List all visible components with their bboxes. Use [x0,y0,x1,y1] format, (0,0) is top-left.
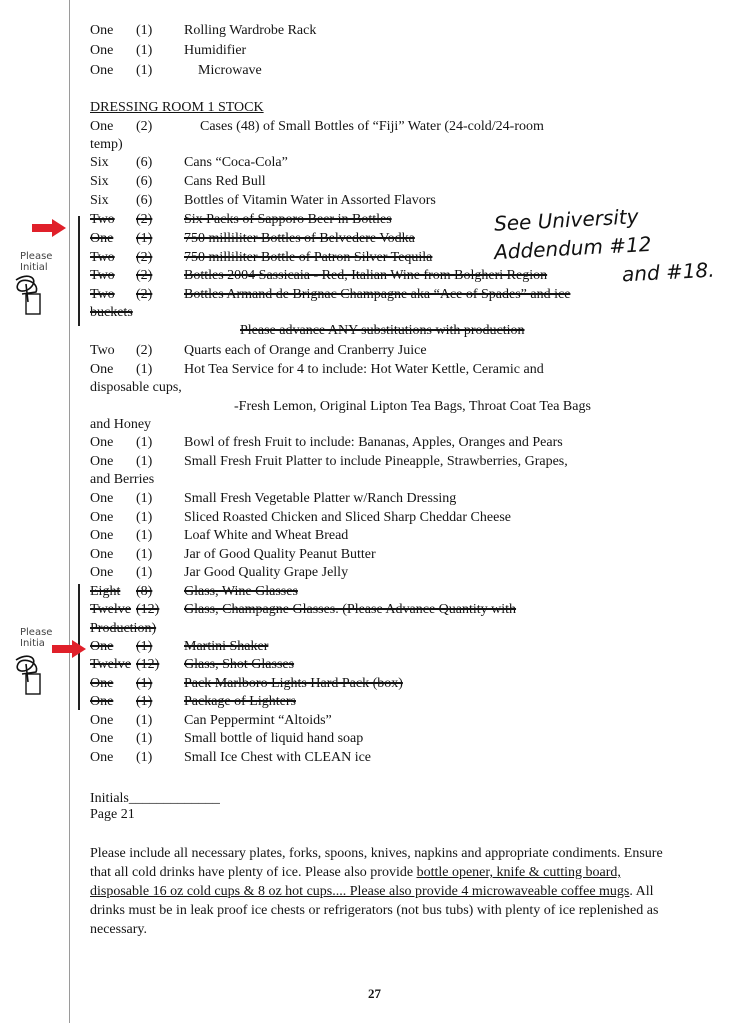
list-item: Two (2) Quarts each of Orange and Cranberry Juice [90,343,427,358]
list-item: One (1) Sliced Roasted Chicken and Sliced Sharp Cheddar Cheese [90,510,511,525]
handwritten-note: and #18. [621,257,716,287]
margin-rule [69,0,70,1023]
list-item: One (1) Jar of Good Quality Peanut Butter [90,547,376,562]
list-item: One (1) Microwave [90,63,262,78]
struck-item: One (1) Martini Shaker [90,639,269,654]
struck-item-continuation: Production) [90,621,157,636]
struck-item: One (1) 750 milliliter Bottles of Belvedere Vodka [90,231,415,246]
page-label: Page 21 [90,807,135,822]
red-arrow-icon [32,219,66,237]
list-item: One (1) Hot Tea Service for 4 to include: Hot Water Kettle, Ceramic and [90,362,544,377]
struck-item: Two (2) Bottles 2004 Sassicaia - Red, Italian Wine from Bolgheri Region [90,268,548,283]
list-item: One (1) Jar Good Quality Grape Jelly [90,565,349,580]
initial-signature-icon [8,652,48,698]
list-item: Six (6) Cans “Coca-Cola” [90,155,288,170]
initials-field: Initials_____________ [90,791,220,806]
list-item-continuation: and Berries [90,472,155,487]
struck-item: Eight (8) Glass, Wine Glasses [90,584,298,599]
list-item-continuation: and Honey [90,417,152,432]
struck-item: One (1) Package of Lighters [90,694,296,709]
list-item: Six (6) Cans Red Bull [90,174,266,189]
struck-item: Twelve (12) Glass, Shot Glasses [90,657,295,672]
struck-item: One (1) Pack Marlboro Lights Hard Pack (box) [90,676,403,691]
list-item: One (1) Bowl of fresh Fruit to include: Bananas, Apples, Oranges and Pears [90,435,563,450]
list-item-extra: -Fresh Lemon, Original Lipton Tea Bags, Throat Coat Tea Bags [234,399,591,414]
struck-item: Two (2) Bottles Armand de Brignac Champagne aka “Ace of Spades” and ice [90,287,571,302]
list-item: One (1) Rolling Wardrobe Rack [90,23,317,38]
list-item: One (1) Humidifier [90,43,247,58]
page-number: 27 [368,986,381,1001]
struck-item: Two (2) 750 milliliter Bottle of Patron Silver Tequila [90,250,433,265]
struck-item: Two (2) Six Packs of Sapporo Beer in Bottles [90,212,392,227]
list-item: One (1) Small Ice Chest with CLEAN ice [90,750,372,765]
struck-note: Please advance ANY substitutions with production [240,323,525,338]
list-item: Six (6) Bottles of Vitamin Water in Assorted Flavors [90,193,436,208]
section-title: DRESSING ROOM 1 STOCK [90,100,264,115]
initial-signature-icon [8,272,48,318]
handwritten-note: See University [493,204,640,236]
red-arrow-icon [52,640,86,658]
handwritten-note: Addendum #12 [493,231,653,265]
struck-item-continuation: buckets [90,305,133,320]
list-item: One (1) Loaf White and Wheat Bread [90,528,349,543]
notes-paragraph: Please include all necessary plates, forks, spoons, knives, napkins and appropriate condiments. Ensure that all cold drinks have plenty of ice. Please also provide bottle opener, knife & cutting board, disposable 16 oz cold cups & 8 oz hot cups.... Please also provide 4 microwaveable coffee mugs. All drinks must be in leak proof ice chests or refrigerators (not bus tubs) with plenty of ice replenished as necessary. [90,846,663,937]
list-item: One (1) Small Fresh Fruit Platter to include Pineapple, Strawberries, Grapes, [90,454,568,469]
list-item-continuation: disposable cups, [90,380,182,395]
please-initial-label: Please Initia [20,627,53,649]
list-item: One (1) Small bottle of liquid hand soap [90,731,364,746]
please-initial-label: Please Initial [20,251,53,273]
change-bar-1 [78,216,80,326]
list-item: One (1) Can Peppermint “Altoids” [90,713,332,728]
list-item: One (1) Small Fresh Vegetable Platter w/Ranch Dressing [90,491,457,506]
list-item-continuation: temp) [90,137,123,152]
struck-item: Twelve (12) Glass, Champagne Glasses. (Please Advance Quantity with [90,602,517,617]
list-item: One (2) Cases (48) of Small Bottles of “Fiji” Water (24-cold/24-room [90,119,544,134]
